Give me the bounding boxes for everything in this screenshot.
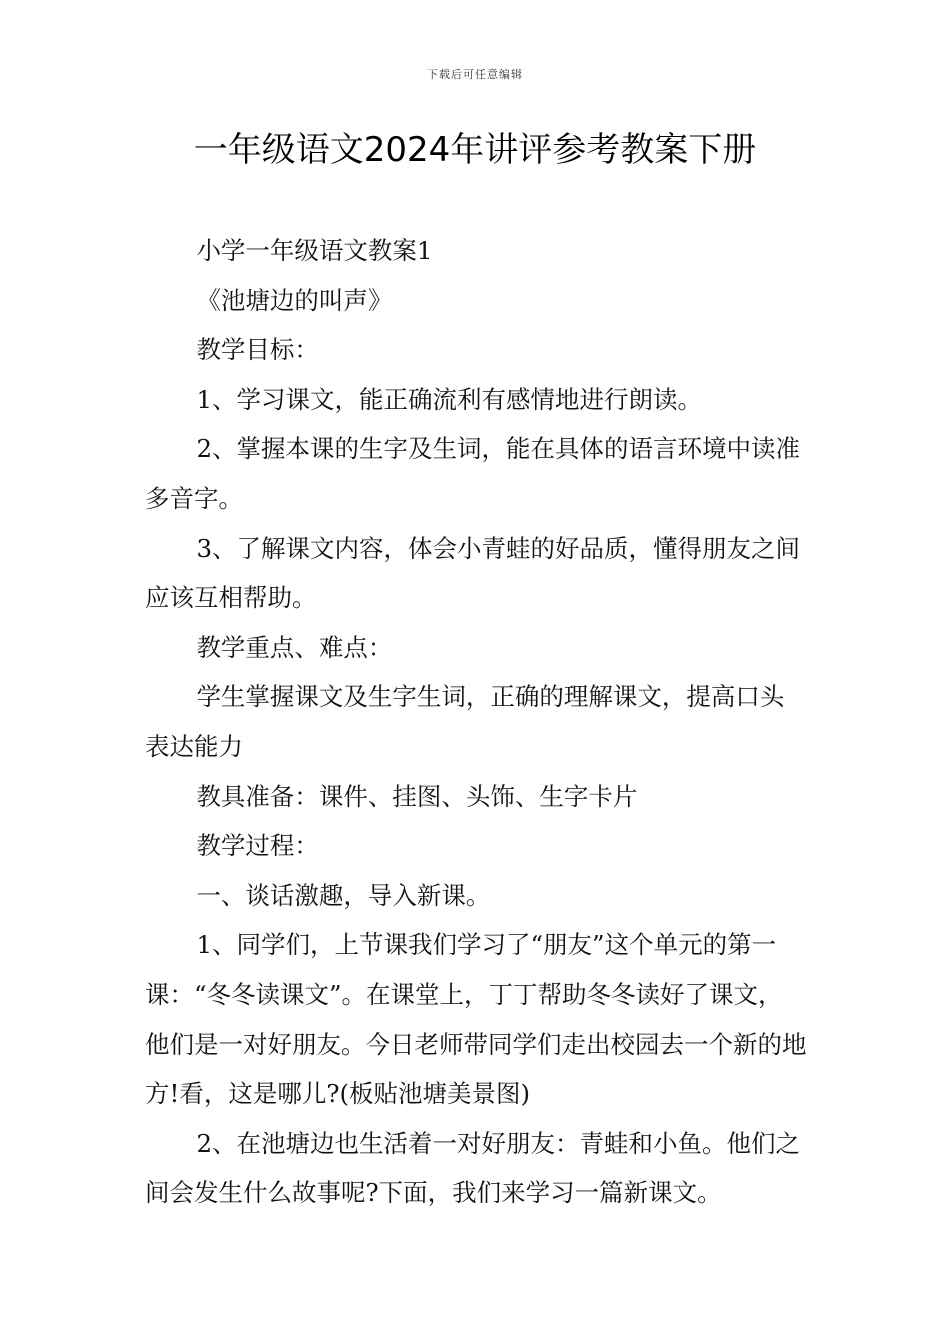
process-paragraph-1: 1、同学们，上节课我们学习了“朋友”这个单元的第一课：“冬冬读课文”。在课堂上，丁丁帮助冬冬读好了课文，他们是一对好朋友。今日老师带同学们走出校园去一个新的地方!看，这是哪儿?(板贴池塘美景图) [145,930,807,1109]
key-points-text: 学生掌握课文及生字生词，正确的理解课文，提高口头表达能力 [145,682,785,761]
section-heading-process: 教学过程： [196,831,319,861]
lesson-heading: 小学一年级语文教案1 [196,236,433,265]
process-paragraph-2: 2、在池塘边也生活着一对好朋友：青蛙和小鱼。他们之间会发生什么故事呢?下面，我们来学习一篇新课文。 [145,1128,801,1208]
lesson-title: 《池塘边的叫声》 [196,285,393,315]
document-title: 一年级语文2024年讲评参考教案下册 [193,130,757,170]
goal-item-3: 3、了解课文内容，体会小青蛙的好品质，懂得朋友之间应该互相帮助。 [145,533,801,613]
page-header-note: 下载后可任意编辑 [427,68,523,81]
section-heading-key-points: 教学重点、难点： [196,632,393,662]
goal-item-2: 2、掌握本课的生字及生词，能在具体的语言环境中读准多音字。 [145,434,801,513]
goal-item-1: 1、学习课文，能正确流利有感情地进行朗读。 [196,384,703,414]
section-heading-goals: 教学目标： [196,335,319,365]
materials-text: 教具准备：课件、挂图、头饰、生字卡片 [196,781,638,811]
process-step-heading: 一、谈话激趣，导入新课。 [196,880,491,910]
document-body [145,226,807,1218]
